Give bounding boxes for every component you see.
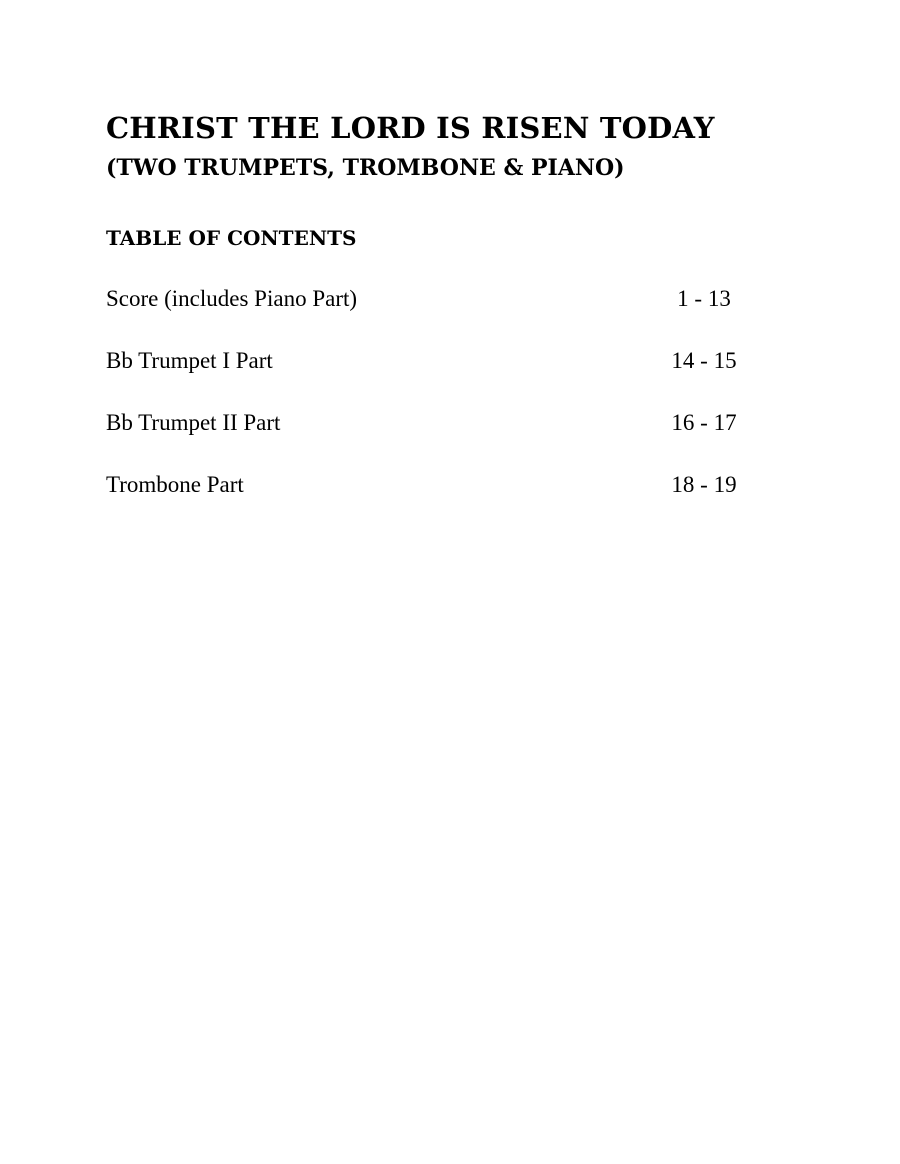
- toc-entry-pages: 1 - 13: [677, 286, 731, 311]
- page-title: CHRIST THE LORD IS RISEN TODAY: [106, 111, 715, 145]
- toc-entry-pages: 14 - 15: [671, 348, 737, 373]
- toc-entry-label: Bb Trumpet II Part: [106, 410, 281, 435]
- toc-entry-pages: 16 - 17: [671, 410, 737, 435]
- toc-entry-trumpet-2: [106, 408, 746, 470]
- toc-entry-trumpet-1: [106, 346, 746, 408]
- toc-list: [106, 284, 746, 532]
- page-subtitle: (TWO TRUMPETS, TROMBONE & PIANO): [106, 155, 625, 181]
- toc-entry-score: [106, 284, 746, 346]
- toc-entry-label: Trombone Part: [106, 472, 244, 497]
- toc-entry-label: Bb Trumpet I Part: [106, 348, 273, 373]
- toc-entry-label: Score (includes Piano Part): [106, 286, 358, 311]
- toc-heading: TABLE OF CONTENTS: [106, 226, 357, 250]
- toc-entry-trombone: [106, 470, 746, 532]
- toc-entry-pages: 18 - 19: [671, 472, 737, 497]
